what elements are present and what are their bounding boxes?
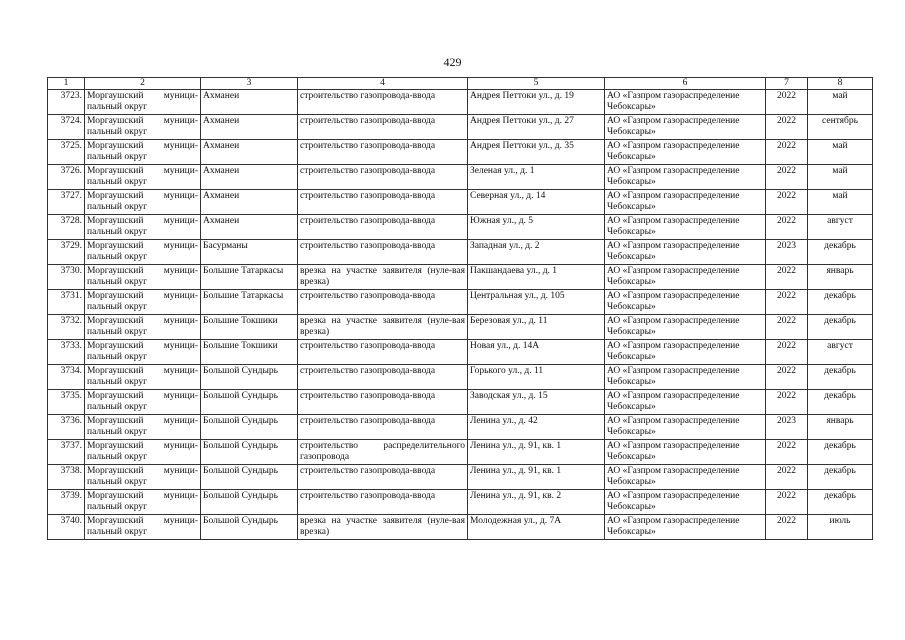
settlement-cell: Большой Сундырь	[201, 390, 298, 415]
month-cell: декабрь	[808, 365, 873, 390]
table-row	[48, 340, 873, 365]
organization-cell: АО «Газпром газораспределение Чебоксары»	[605, 215, 766, 240]
table-row	[48, 215, 873, 240]
table-row	[48, 390, 873, 415]
column-header: 2	[85, 78, 201, 90]
settlement-cell: Ахманеи	[201, 140, 298, 165]
table-row	[48, 115, 873, 140]
address-cell: Ленина ул., д. 91, кв. 2	[468, 490, 605, 515]
organization-cell: АО «Газпром газораспределение Чебоксары»	[605, 465, 766, 490]
month-cell: май	[808, 90, 873, 115]
district-cell: Моргаушский муници-пальный округ	[85, 90, 201, 115]
organization-cell: АО «Газпром газораспределение Чебоксары»	[605, 265, 766, 290]
organization-cell: АО «Газпром газораспределение Чебоксары»	[605, 290, 766, 315]
row-number: 3731.	[48, 290, 85, 315]
address-cell: Северная ул., д. 14	[468, 190, 605, 215]
settlement-cell: Ахманеи	[201, 115, 298, 140]
address-cell: Молодежная ул., д. 7А	[468, 515, 605, 540]
work-type-cell: строительство газопровода-ввода	[298, 340, 468, 365]
district-cell: Моргаушский муници-пальный округ	[85, 115, 201, 140]
district-cell: Моргаушский муници-пальный округ	[85, 365, 201, 390]
address-cell: Горького ул., д. 11	[468, 365, 605, 390]
organization-cell: АО «Газпром газораспределение Чебоксары»	[605, 390, 766, 415]
organization-cell: АО «Газпром газораспределение Чебоксары»	[605, 165, 766, 190]
settlement-cell: Большой Сундырь	[201, 465, 298, 490]
work-type-cell: строительство газопровода-ввода	[298, 215, 468, 240]
month-cell: декабрь	[808, 465, 873, 490]
address-cell: Центральная ул., д. 105	[468, 290, 605, 315]
table-row	[48, 290, 873, 315]
month-cell: май	[808, 190, 873, 215]
organization-cell: АО «Газпром газораспределение Чебоксары»	[605, 115, 766, 140]
year-cell: 2022	[766, 440, 808, 465]
address-cell: Новая ул., д. 14А	[468, 340, 605, 365]
year-cell: 2022	[766, 390, 808, 415]
month-cell: январь	[808, 415, 873, 440]
row-number: 3728.	[48, 215, 85, 240]
settlement-cell: Большие Токшики	[201, 340, 298, 365]
row-number: 3726.	[48, 165, 85, 190]
month-cell: декабрь	[808, 390, 873, 415]
month-cell: май	[808, 140, 873, 165]
district-cell: Моргаушский муници-пальный округ	[85, 515, 201, 540]
organization-cell: АО «Газпром газораспределение Чебоксары»	[605, 240, 766, 265]
address-cell: Пакшандаева ул., д. 1	[468, 265, 605, 290]
year-cell: 2023	[766, 240, 808, 265]
row-number: 3739.	[48, 490, 85, 515]
table-row	[48, 515, 873, 540]
settlement-cell: Ахманеи	[201, 90, 298, 115]
settlement-cell: Большой Сундырь	[201, 490, 298, 515]
page-number: 429	[443, 55, 462, 69]
column-header: 3	[201, 78, 298, 90]
work-type-cell: строительство газопровода-ввода	[298, 490, 468, 515]
settlement-cell: Ахманеи	[201, 165, 298, 190]
district-cell: Моргаушский муници-пальный округ	[85, 315, 201, 340]
table-row	[48, 90, 873, 115]
address-cell: Зеленая ул., д. 1	[468, 165, 605, 190]
work-type-cell: строительство газопровода-ввода	[298, 140, 468, 165]
work-type-cell: строительство газопровода-ввода	[298, 165, 468, 190]
column-header: 7	[766, 78, 808, 90]
settlement-cell: Большой Сундырь	[201, 365, 298, 390]
address-cell: Заводская ул., д. 15	[468, 390, 605, 415]
year-cell: 2022	[766, 465, 808, 490]
table-row	[48, 140, 873, 165]
address-cell: Ленина ул., д. 91, кв. 1	[468, 440, 605, 465]
month-cell: август	[808, 215, 873, 240]
address-cell: Андрея Петтоки ул., д. 27	[468, 115, 605, 140]
row-number: 3724.	[48, 115, 85, 140]
year-cell: 2022	[766, 315, 808, 340]
row-number: 3736.	[48, 415, 85, 440]
gasification-table	[47, 77, 873, 540]
row-number: 3734.	[48, 365, 85, 390]
district-cell: Моргаушский муници-пальный округ	[85, 340, 201, 365]
row-number: 3729.	[48, 240, 85, 265]
row-number: 3732.	[48, 315, 85, 340]
district-cell: Моргаушский муници-пальный округ	[85, 140, 201, 165]
organization-cell: АО «Газпром газораспределение Чебоксары»	[605, 190, 766, 215]
work-type-cell: врезка на участке заявителя (нуле-вая врезка)	[298, 315, 468, 340]
row-number: 3723.	[48, 90, 85, 115]
year-cell: 2022	[766, 515, 808, 540]
table-row	[48, 490, 873, 515]
column-header: 1	[48, 78, 85, 90]
year-cell: 2022	[766, 90, 808, 115]
organization-cell: АО «Газпром газораспределение Чебоксары»	[605, 90, 766, 115]
district-cell: Моргаушский муници-пальный округ	[85, 490, 201, 515]
work-type-cell: строительство газопровода-ввода	[298, 90, 468, 115]
table-row	[48, 240, 873, 265]
organization-cell: АО «Газпром газораспределение Чебоксары»	[605, 515, 766, 540]
table-header	[48, 78, 873, 90]
settlement-cell: Большие Татаркасы	[201, 265, 298, 290]
row-number: 3740.	[48, 515, 85, 540]
work-type-cell: врезка на участке заявителя (нуле-вая врезка)	[298, 515, 468, 540]
work-type-cell: строительство газопровода-ввода	[298, 115, 468, 140]
organization-cell: АО «Газпром газораспределение Чебоксары»	[605, 490, 766, 515]
settlement-cell: Большой Сундырь	[201, 415, 298, 440]
year-cell: 2022	[766, 365, 808, 390]
year-cell: 2022	[766, 190, 808, 215]
row-number: 3737.	[48, 440, 85, 465]
work-type-cell: строительство газопровода-ввода	[298, 290, 468, 315]
district-cell: Моргаушский муници-пальный округ	[85, 215, 201, 240]
month-cell: август	[808, 340, 873, 365]
year-cell: 2022	[766, 140, 808, 165]
work-type-cell: строительство газопровода-ввода	[298, 365, 468, 390]
month-cell: декабрь	[808, 290, 873, 315]
month-cell: декабрь	[808, 240, 873, 265]
table-row	[48, 265, 873, 290]
settlement-cell: Большой Сундырь	[201, 515, 298, 540]
month-cell: декабрь	[808, 440, 873, 465]
month-cell: сентябрь	[808, 115, 873, 140]
table-row	[48, 415, 873, 440]
column-header: 8	[808, 78, 873, 90]
year-cell: 2023	[766, 415, 808, 440]
row-number: 3725.	[48, 140, 85, 165]
table-row	[48, 315, 873, 340]
table-row	[48, 165, 873, 190]
address-cell: Ленина ул., д. 91, кв. 1	[468, 465, 605, 490]
organization-cell: АО «Газпром газораспределение Чебоксары»	[605, 140, 766, 165]
table-body	[48, 90, 873, 540]
address-cell: Ленина ул., д. 42	[468, 415, 605, 440]
year-cell: 2022	[766, 165, 808, 190]
row-number: 3733.	[48, 340, 85, 365]
address-cell: Западная ул., д. 2	[468, 240, 605, 265]
year-cell: 2022	[766, 290, 808, 315]
month-cell: январь	[808, 265, 873, 290]
district-cell: Моргаушский муници-пальный округ	[85, 240, 201, 265]
row-number: 3738.	[48, 465, 85, 490]
settlement-cell: Большой Сундырь	[201, 440, 298, 465]
district-cell: Моргаушский муници-пальный округ	[85, 440, 201, 465]
row-number: 3727.	[48, 190, 85, 215]
column-header: 5	[468, 78, 605, 90]
settlement-cell: Ахманеи	[201, 190, 298, 215]
organization-cell: АО «Газпром газораспределение Чебоксары»	[605, 440, 766, 465]
year-cell: 2022	[766, 115, 808, 140]
work-type-cell: строительство газопровода-ввода	[298, 390, 468, 415]
month-cell: июль	[808, 515, 873, 540]
organization-cell: АО «Газпром газораспределение Чебоксары»	[605, 340, 766, 365]
organization-cell: АО «Газпром газораспределение Чебоксары»	[605, 415, 766, 440]
year-cell: 2022	[766, 265, 808, 290]
work-type-cell: строительство газопровода-ввода	[298, 240, 468, 265]
district-cell: Моргаушский муници-пальный округ	[85, 265, 201, 290]
work-type-cell: строительство газопровода-ввода	[298, 415, 468, 440]
column-header: 4	[298, 78, 468, 90]
settlement-cell: Ахманеи	[201, 215, 298, 240]
district-cell: Моргаушский муници-пальный округ	[85, 415, 201, 440]
address-cell: Андрея Петтоки ул., д. 19	[468, 90, 605, 115]
address-cell: Березовая ул., д. 11	[468, 315, 605, 340]
month-cell: декабрь	[808, 490, 873, 515]
district-cell: Моргаушский муници-пальный округ	[85, 465, 201, 490]
work-type-cell: строительство газопровода-ввода	[298, 190, 468, 215]
address-cell: Андрея Петтоки ул., д. 35	[468, 140, 605, 165]
column-header: 6	[605, 78, 766, 90]
year-cell: 2022	[766, 340, 808, 365]
district-cell: Моргаушский муници-пальный округ	[85, 390, 201, 415]
month-cell: май	[808, 165, 873, 190]
table-row	[48, 465, 873, 490]
row-number: 3735.	[48, 390, 85, 415]
settlement-cell: Большие Токшики	[201, 315, 298, 340]
table-row	[48, 365, 873, 390]
row-number: 3730.	[48, 265, 85, 290]
table-row	[48, 440, 873, 465]
district-cell: Моргаушский муници-пальный округ	[85, 190, 201, 215]
organization-cell: АО «Газпром газораспределение Чебоксары»	[605, 315, 766, 340]
year-cell: 2022	[766, 490, 808, 515]
organization-cell: АО «Газпром газораспределение Чебоксары»	[605, 365, 766, 390]
settlement-cell: Басурманы	[201, 240, 298, 265]
month-cell: декабрь	[808, 315, 873, 340]
header-row	[48, 78, 873, 90]
district-cell: Моргаушский муници-пальный округ	[85, 290, 201, 315]
district-cell: Моргаушский муници-пальный округ	[85, 165, 201, 190]
work-type-cell: строительство распределительного газопровода	[298, 440, 468, 465]
year-cell: 2022	[766, 215, 808, 240]
address-cell: Южная ул., д. 5	[468, 215, 605, 240]
work-type-cell: врезка на участке заявителя (нуле-вая врезка)	[298, 265, 468, 290]
work-type-cell: строительство газопровода-ввода	[298, 465, 468, 490]
table-row	[48, 190, 873, 215]
settlement-cell: Большие Татаркасы	[201, 290, 298, 315]
